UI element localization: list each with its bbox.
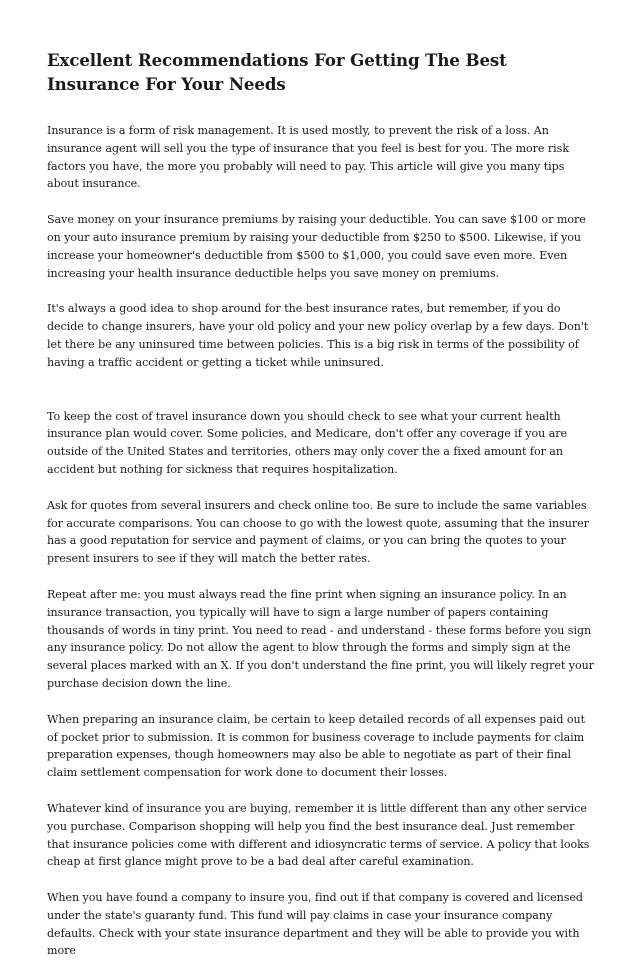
paragraph: Insurance is a form of risk management. It is used mostly, to prevent the risk of a loss. An insurance agent will sell you the type of insurance that you feel is best for you. The more risk factors you have, the more you probably will need to pay. This article will give you many tips about insurance. <box>47 124 569 191</box>
paragraph: To keep the cost of travel insurance down you should check to see what your current health insurance plan would cover. Some policies, and Medicare, don't offer any coverage if you are outside of the United States and territories, others may only cover the a fixed amount for an accident but nothing for sickness that requires hospitalization. <box>47 409 568 476</box>
document-title: Excellent Recommendations For Getting The Best Insurance For Your Needs <box>47 50 507 94</box>
paragraph: Ask for quotes from several insurers and check online too. Be sure to include the same variables for accurate comparisons. You can choose to go with the lowest quote, assuming that the insurer has a good reputation for service and payment of claims, or you can bring the quotes to your present insurers to see if they will match the better rates. <box>47 498 589 566</box>
document-page <box>47 48 595 978</box>
paragraph: When preparing an insurance claim, be certain to keep detailed records of all expenses paid out of pocket prior to submission. It is common for business coverage to include payments for claim preparation expenses, though homeowners may also be able to negotiate as part of their final claim settlement compensation for work done to document their losses. <box>47 712 585 780</box>
blank-space <box>47 390 595 408</box>
paragraph: When you have found a company to insure you, find out if that company is covered and licensed under the state's guaranty fund. This fund will pay claims in case your insurance company defaults. Check with your state insurance department and they will be able to provide you with more <box>47 891 583 958</box>
paragraph: Save money on your insurance premiums by raising your deductible. You can save $100 or more on your auto insurance premium by raising your deductible from $250 to $500. Likewise, if you increase your homeowner's deductible from $500 to $1,000, you could save even more. Even increasing your health insurance deductible helps you save money on premiums. <box>47 213 586 280</box>
paragraph: Repeat after me: you must always read the fine print when signing an insurance policy. In an insurance transaction, you typically will have to sign a large number of papers containing thousands of words in tiny print. You need to read - and understand - these forms before you sign any insurance policy. Do not allow the agent to blow through the forms and simply sign at the several places marked with an X. If you don't understand the fine print, you will likely regret your purchase decision down the line. <box>47 587 594 690</box>
paragraph: It's always a good idea to shop around for the best insurance rates, but remember, if you do decide to change insurers, have your old policy and your new policy overlap by a few days. Don't let there be any uninsured time between policies. This is a big risk in terms of the possibility of having a traffic accident or getting a ticket while uninsured. <box>47 302 589 369</box>
paragraph: Whatever kind of insurance you are buying, remember it is little different than any other service you purchase. Comparison shopping will help you find the best insurance deal. Just remember that insurance policies come with different and idiosyncratic terms of service. A policy that looks cheap at first glance might prove to be a bad deal after careful examination. <box>47 801 590 869</box>
